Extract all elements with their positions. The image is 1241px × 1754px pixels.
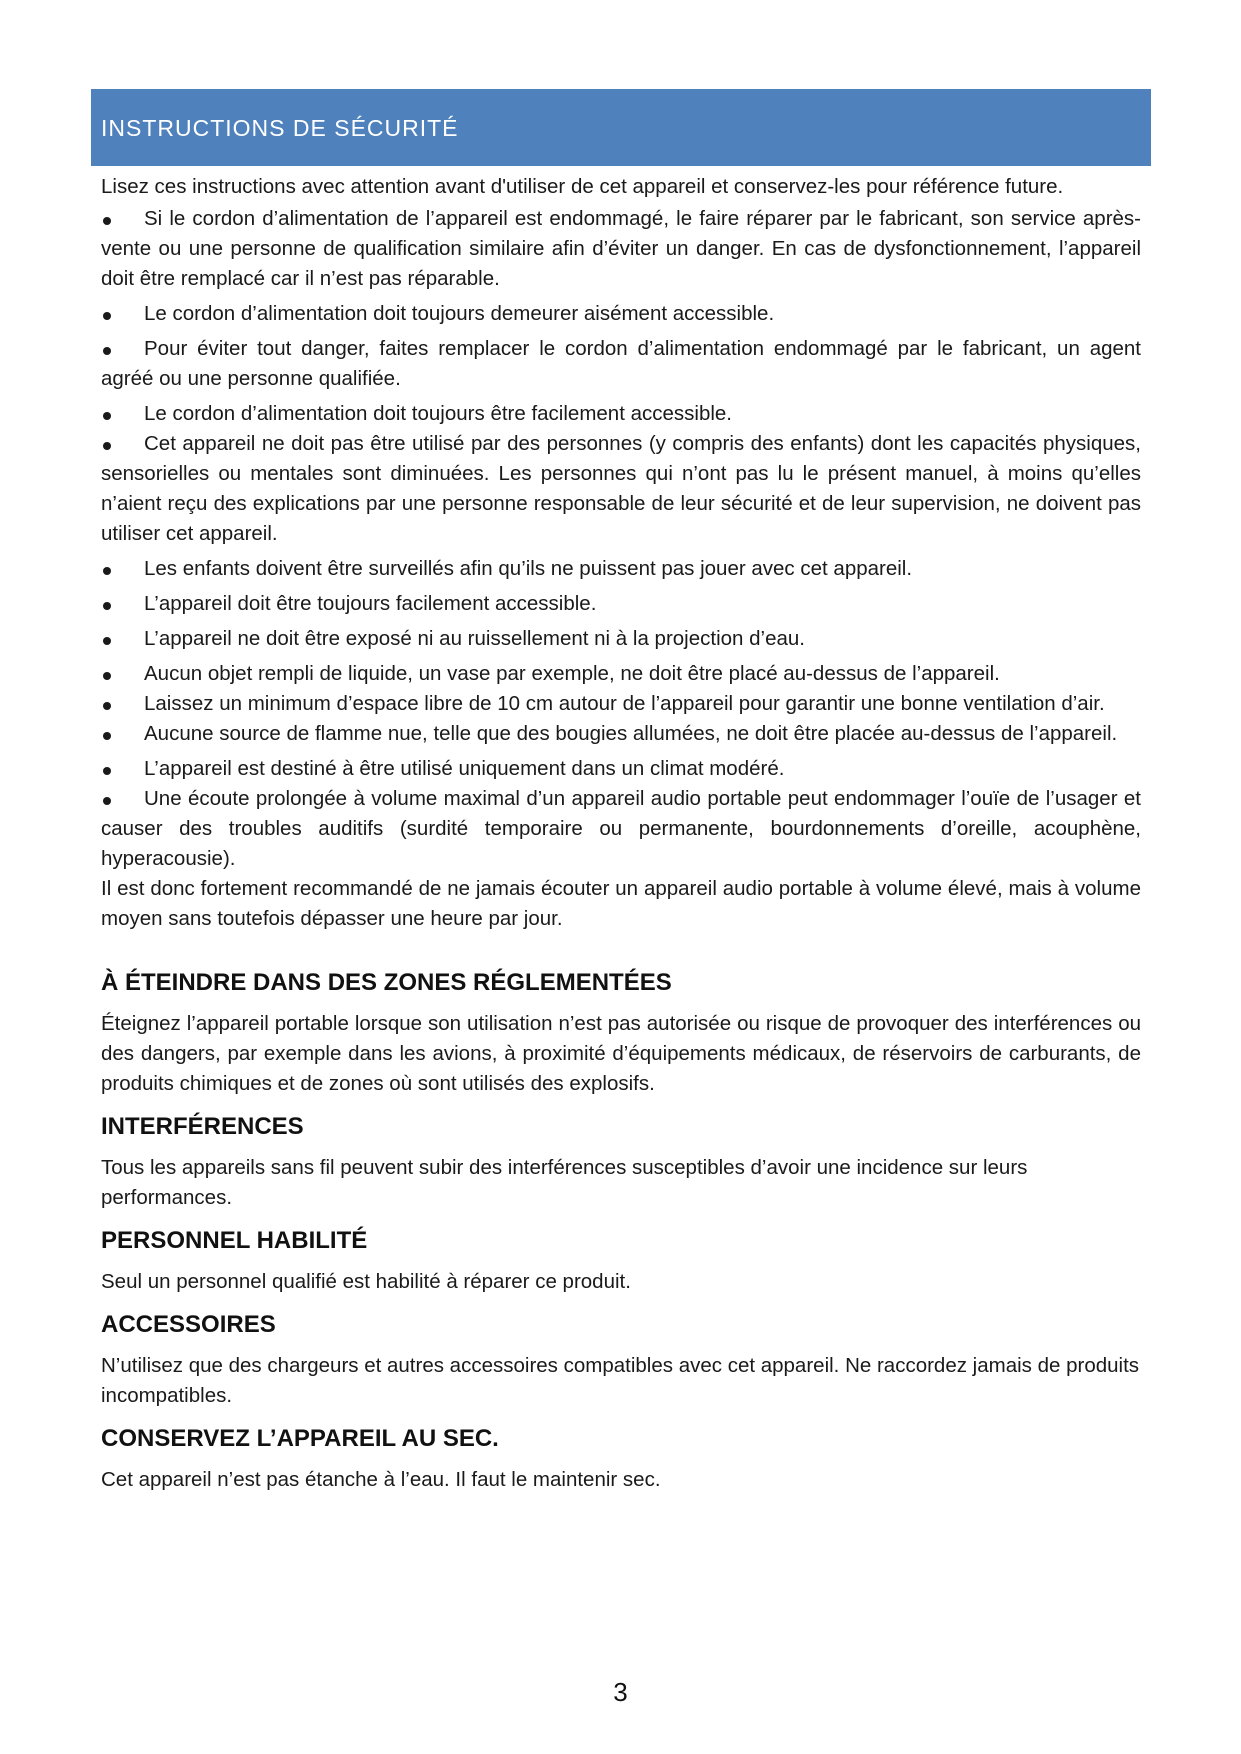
list-item-text: L’appareil doit être toujours facilement accessible. xyxy=(144,592,597,615)
list-item xyxy=(101,589,1141,619)
list-item xyxy=(101,754,1141,784)
hearing-recommendation: Il est donc fortement recommandé de ne jamais écouter un appareil audio portable à volume élevé, mais à volume moyen sans toutefois dépasser une heure par jour. xyxy=(101,877,1141,930)
list-item xyxy=(101,784,1141,874)
bullet-icon xyxy=(103,347,111,355)
document-content xyxy=(101,170,1141,1495)
bullet-icon xyxy=(103,637,111,645)
section-text-regulated-zones: Éteignez l’appareil portable lorsque son utilisation n’est pas autorisée ou risque de provoquer des interférences ou des dangers, par exemple dans les avions, à proximité d’équipements médicaux, de réservoirs de carburants, de produits chimiques et de zones où sont utilisés des explosifs. xyxy=(101,1012,1141,1095)
safety-bullet-list xyxy=(101,204,1141,874)
list-item xyxy=(101,554,1141,584)
list-item xyxy=(101,719,1141,749)
bullet-icon xyxy=(103,312,111,320)
list-item xyxy=(101,334,1141,394)
bullet-icon xyxy=(103,732,111,740)
section-heading-interferences: INTERFÉRENCES xyxy=(101,1113,304,1140)
list-item-text: Cet appareil ne doit pas être utilisé par des personnes (y compris des enfants) dont les capacités physiques, sensorielles ou mentales sont diminuées. Les personnes qui n’ont pas lu le présent manuel, à moins qu’elles n’aient reçu des explications par une personne responsable de leur sécurité et de leur supervision, ne doivent pas utiliser cet appareil. xyxy=(101,432,1141,545)
intro-paragraph: Lisez ces instructions avec attention avant d'utiliser de cet appareil et conservez-les pour référence future. xyxy=(101,175,1064,198)
list-item-text: Le cordon d’alimentation doit toujours être facilement accessible. xyxy=(144,402,732,425)
list-item xyxy=(101,429,1141,549)
section-text-interferences: Tous les appareils sans fil peuvent subir des interférences susceptibles d’avoir une incidence sur leurs performances. xyxy=(101,1156,1028,1209)
list-item xyxy=(101,659,1141,689)
bullet-icon xyxy=(103,567,111,575)
list-item-text: Le cordon d’alimentation doit toujours demeurer aisément accessible. xyxy=(144,302,775,325)
list-item-text: Pour éviter tout danger, faites remplacer le cordon d’alimentation endommagé par le fabricant, un agent agréé ou une personne qualifiée. xyxy=(101,337,1141,390)
page-number: 3 xyxy=(613,1677,628,1707)
bullet-icon xyxy=(103,672,111,680)
list-item xyxy=(101,399,1141,429)
list-item-text: Laissez un minimum d’espace libre de 10 cm autour de l’appareil pour garantir une bonne ventilation d’air. xyxy=(144,692,1105,715)
section-text-authorized-personnel: Seul un personnel qualifié est habilité à réparer ce produit. xyxy=(101,1270,631,1293)
list-item xyxy=(101,299,1141,329)
section-heading-keep-dry: CONSERVEZ L’APPAREIL AU SEC. xyxy=(101,1425,499,1452)
list-item-text: Les enfants doivent être surveillés afin qu’ils ne puissent pas jouer avec cet appareil. xyxy=(144,557,913,580)
section-banner xyxy=(91,89,1151,166)
bullet-icon xyxy=(103,217,111,225)
bullet-icon xyxy=(103,412,111,420)
section-text-accessories: N’utilisez que des chargeurs et autres accessoires compatibles avec cet appareil. Ne raccordez jamais de produits incompatibles. xyxy=(101,1354,1140,1407)
section-heading-accessories: ACCESSOIRES xyxy=(101,1311,276,1338)
list-item-text: L’appareil ne doit être exposé ni au ruissellement ni à la projection d’eau. xyxy=(144,627,805,650)
banner-title: INSTRUCTIONS DE SÉCURITÉ xyxy=(101,115,459,141)
list-item-text: Aucune source de flamme nue, telle que des bougies allumées, ne doit être placée au-dessus de l’appareil. xyxy=(144,722,1118,745)
list-item-text: L’appareil est destiné à être utilisé uniquement dans un climat modéré. xyxy=(144,757,785,780)
section-heading-authorized-personnel: PERSONNEL HABILITÉ xyxy=(101,1227,368,1254)
section-heading-regulated-zones: À ÉTEINDRE DANS DES ZONES RÉGLEMENTÉES xyxy=(101,969,672,996)
list-item-text: Une écoute prolongée à volume maximal d’un appareil audio portable peut endommager l’ouïe de l’usager et causer des troubles auditifs (surdité temporaire ou permanente, bourdonnements d’oreille, acouphène, hyperacousie). xyxy=(101,787,1141,870)
bullet-icon xyxy=(103,797,111,805)
list-item xyxy=(101,689,1141,719)
bullet-icon xyxy=(103,702,111,710)
list-item xyxy=(101,204,1141,294)
section-text-keep-dry: Cet appareil n’est pas étanche à l’eau. Il faut le maintenir sec. xyxy=(101,1468,661,1491)
bullet-icon xyxy=(103,442,111,450)
list-item xyxy=(101,624,1141,654)
bullet-icon xyxy=(103,767,111,775)
list-item-text: Si le cordon d’alimentation de l’appareil est endommagé, le faire réparer par le fabricant, son service après-vente ou une personne de qualification similaire afin d’éviter un danger. En cas de dysfonctionnement, l’appareil doit être remplacé car il n’est pas réparable. xyxy=(101,207,1141,290)
bullet-icon xyxy=(103,602,111,610)
list-item-text: Aucun objet rempli de liquide, un vase par exemple, ne doit être placé au-dessus de l’appareil. xyxy=(144,662,1000,685)
